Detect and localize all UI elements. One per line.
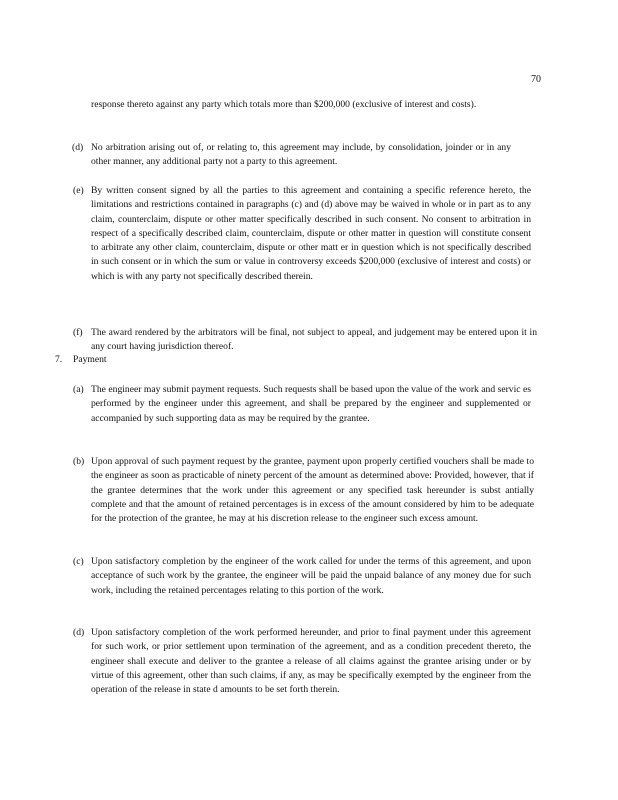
payment-paragraph-b [73, 455, 534, 526]
section-7-heading [55, 353, 107, 367]
paragraph-e [73, 184, 531, 284]
paragraph-d-text: No arbitration arising out of, or relating to, this agreement may include, by consolidation, joinder or in any other manner, any additional party not a party to this agreement. [91, 142, 511, 168]
payment-paragraph-d-label: (d) [73, 627, 85, 638]
paragraph-f-text: The award rendered by the arbitrators will be final, not subject to appeal, and judgement may be entered upon it in any court having jurisdiction thereof. [91, 327, 537, 353]
payment-paragraph-a-text: The engineer may submit payment requests. Such requests shall be based upon the value of the work and servic es performed by the engineer under this agreement, and shall be prepared by the engineer and supplemented or accompanied by such supporting data as may be required by the grantee. [91, 384, 531, 424]
paragraph-e-text: By written consent signed by all the parties to this agreement and containing a specific reference hereto, the limitations and restrictions contained in paragraphs (c) and (d) above may be waived in whole or in part as to any claim, counterclaim, dispute or other matter specifically described in such consent. No consent to arbitration in respect of a specifically described claim, counterclaim, dispute or other matter in question will constitute consent to arbitrate any other claim, counterclaim, dispute or other matt er in question which is not specifically described in such consent or in which the sum or value in controversy exceeds $200,000 (exclusive of interest and costs) or which is with any party not specifically described therein. [91, 185, 531, 282]
paragraph-e-label: (e) [73, 185, 84, 196]
paragraph-continuation: response thereto against any party which totals more than $200,000 (exclusive of interest and costs). [91, 99, 477, 110]
payment-paragraph-b-text: Upon approval of such payment request by the grantee, payment upon properly certified vouchers shall be made to the engineer as soon as practicable of ninety percent of the amount as determined above: Provided, however, that if the grantee determines that the work under this agreement or any specified task hereunder is subst antially complete and that the amount of retained percentages is in excess of the amount considered by him to be adequate for the protection of the grantee, he may at his discretion release to the engineer such excess amount. [91, 456, 534, 525]
paragraph-d-label: (d) [72, 142, 84, 153]
payment-paragraph-a [73, 383, 531, 426]
section-7-number: 7. [55, 354, 63, 365]
payment-paragraph-c-text: Upon satisfactory completion by the engineer of the work called for under the terms of this agreement, and upon acceptance of such work by the grantee, the engineer will be paid the unpaid balance of any money due for such work, including the retained percentages relating to this portion of the work. [91, 556, 531, 596]
payment-paragraph-a-label: (a) [73, 384, 84, 395]
section-7-title: Payment [73, 354, 107, 365]
paragraph-f-label: (f) [73, 327, 83, 338]
payment-paragraph-c-label: (c) [73, 556, 84, 567]
payment-paragraph-d-text: Upon satisfactory completion of the work performed hereunder, and prior to final payment under this agreement for such work, or prior settlement upon termination of the agreement, and as a condition precedent thereto, the engineer shall execute and deliver to the grantee a release of all claims against the grantee arising under or by virtue of this agreement, other than such claims, if any, as may be specifically exempted by the engineer from the operation of the release in state d amounts to be set forth therein. [91, 627, 531, 696]
payment-paragraph-d [73, 626, 531, 697]
page-number: 70 [531, 74, 541, 85]
payment-paragraph-b-label: (b) [73, 456, 85, 467]
payment-paragraph-c [73, 555, 531, 598]
paragraph-f [73, 326, 537, 355]
paragraph-d [72, 141, 511, 170]
